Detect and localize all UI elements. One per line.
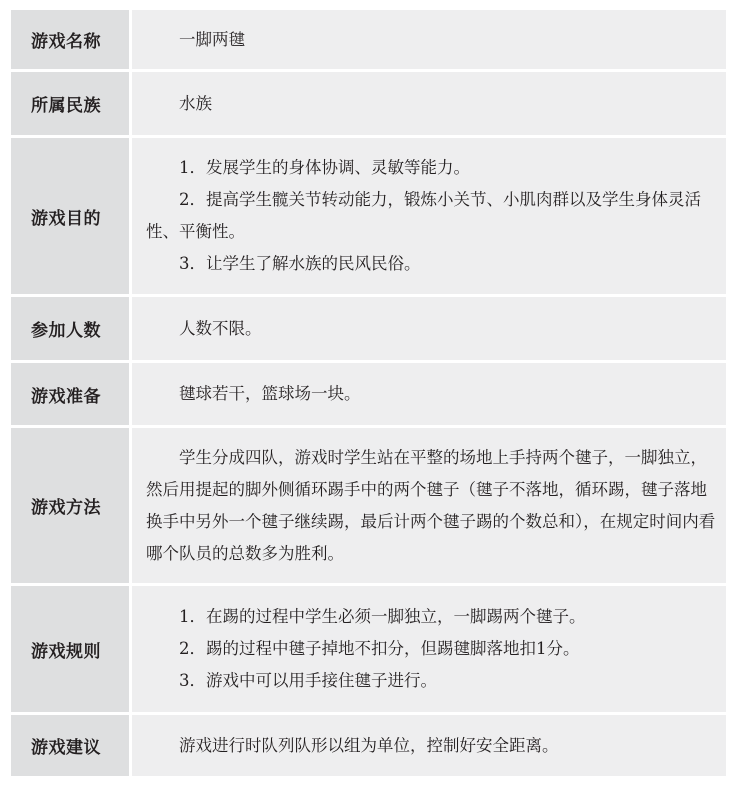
row-label: 参加人数 xyxy=(11,297,132,360)
value-paragraph: 1．在踢的过程中学生必须一脚独立，一脚踢两个毽子。 xyxy=(179,607,586,626)
row-value xyxy=(132,297,726,360)
value-paragraph: 1．发展学生的身体协调、灵敏等能力。 xyxy=(179,158,470,177)
value-paragraph: 2．踢的过程中毽子掉地不扣分，但踢毽脚落地扣1分。 xyxy=(179,639,580,658)
row-game-purpose xyxy=(11,138,726,297)
value-paragraph: 游戏进行时队列队形以组为单位，控制好安全距离。 xyxy=(179,735,559,755)
value-paragraph: 学生分成四队，游戏时学生站在平整的场地上手持两个毽子，一脚独立，然后用提起的脚外侧循环踢手中的两个毽子（毽子不落地，循环踢，毽子落地换手中另外一个毽子继续踢，最后计两个毽子踢的个数总和），在规定时间内看哪个队员的总数多为胜利。 xyxy=(146,447,716,563)
game-info-table xyxy=(11,10,726,779)
value-paragraph: 3．让学生了解水族的民风民俗。 xyxy=(179,254,421,273)
row-label: 游戏规则 xyxy=(11,586,132,712)
row-label: 游戏建议 xyxy=(11,715,132,776)
value-paragraph: 水族 xyxy=(179,93,212,113)
row-game-name xyxy=(11,10,726,72)
row-value xyxy=(132,586,726,712)
row-label: 游戏方法 xyxy=(11,428,132,583)
row-rules xyxy=(11,586,726,715)
row-preparation xyxy=(11,363,726,428)
row-label: 游戏准备 xyxy=(11,363,132,425)
row-value xyxy=(132,10,726,69)
row-participants xyxy=(11,297,726,363)
row-value xyxy=(132,715,726,776)
row-method xyxy=(11,428,726,586)
row-label: 游戏名称 xyxy=(11,10,132,69)
value-paragraph: 毽球若干，篮球场一块。 xyxy=(179,384,361,403)
row-ethnic-group xyxy=(11,72,726,138)
value-paragraph: 2．提高学生髋关节转动能力，锻炼小关节、小肌肉群以及学生身体灵活性、平衡性。 xyxy=(146,190,701,241)
row-suggestions xyxy=(11,715,726,779)
value-paragraph: 3．游戏中可以用手接住毽子进行。 xyxy=(179,671,437,690)
value-paragraph: 人数不限。 xyxy=(179,318,262,338)
row-label: 游戏目的 xyxy=(11,138,132,294)
row-value xyxy=(132,428,726,583)
row-value xyxy=(132,138,726,294)
row-label: 所属民族 xyxy=(11,72,132,135)
row-value xyxy=(132,363,726,425)
row-value xyxy=(132,72,726,135)
value-paragraph: 一脚两毽 xyxy=(179,29,245,49)
